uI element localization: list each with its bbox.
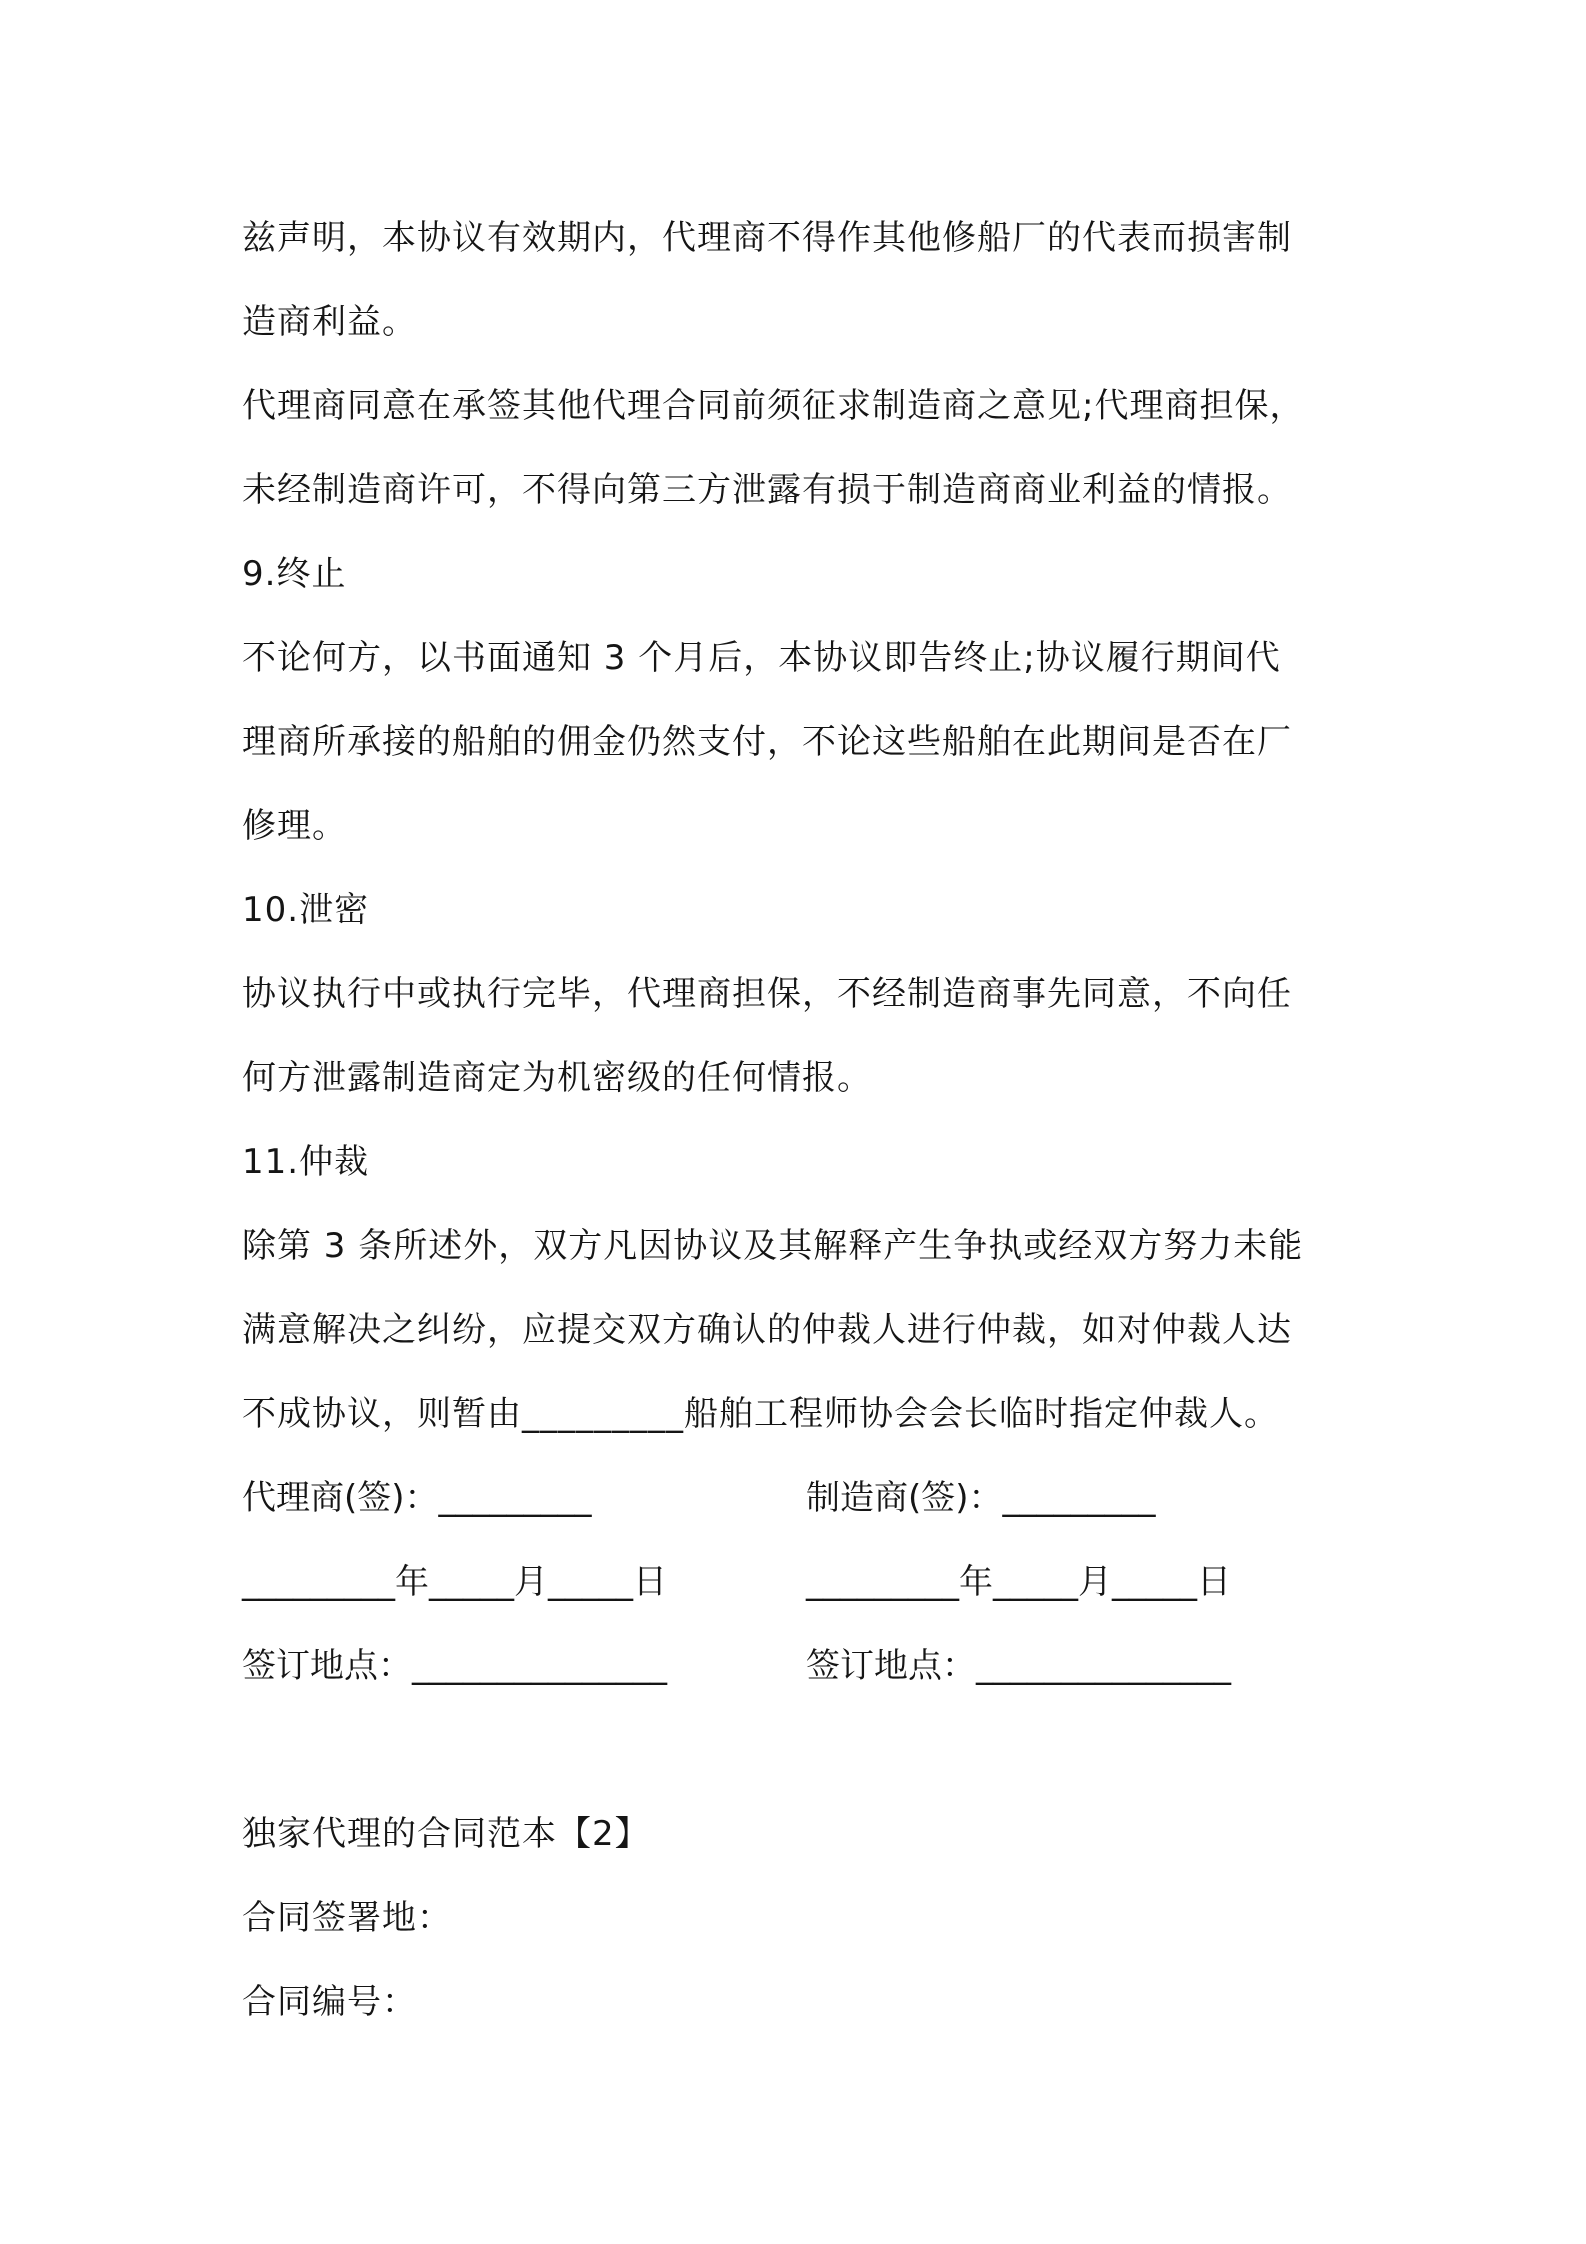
section-heading-termination: 9.终止 (242, 554, 347, 594)
paragraph-line: 理商所承接的船舶的佣金仍然支付，不论这些船舶在此期间是否在厂 (242, 722, 1292, 762)
paragraph-line: 何方泄露制造商定为机密级的任何情报。 (242, 1058, 872, 1098)
maker-signature: 制造商(签)：_________ (806, 1478, 1156, 1518)
paragraph-line: 造商利益。 (242, 302, 417, 342)
paragraph-line: 不成协议，则暂由_________船舶工程师协会会长临时指定仲裁人。 (242, 1394, 1279, 1434)
paragraph-line: 除第 3 条所述外，双方凡因协议及其解释产生争执或经双方努力未能 (242, 1226, 1304, 1266)
agent-signing-place: 签订地点：_______________ (242, 1646, 667, 1686)
paragraph-line: 修理。 (242, 806, 347, 846)
place-row (242, 1624, 1362, 1708)
paragraph-line: 未经制造商许可，不得向第三方泄露有损于制造商商业利益的情报。 (242, 470, 1292, 510)
paragraph-line: 兹声明，本协议有效期内，代理商不得作其他修船厂的代表而损害制 (242, 218, 1292, 258)
spacer (242, 1708, 1362, 1792)
section-heading-confidentiality: 10.泄密 (242, 890, 370, 930)
contract-title: 独家代理的合同范本【2】 (242, 1814, 650, 1854)
date-row (242, 1540, 1362, 1624)
agent-date: _________年_____月_____日 (242, 1562, 667, 1602)
contract-number-label: 合同编号： (242, 1982, 417, 2022)
paragraph-line: 代理商同意在承签其他代理合同前须征求制造商之意见;代理商担保， (242, 386, 1305, 426)
document-body (242, 196, 1362, 2044)
paragraph-line: 协议执行中或执行完毕，代理商担保，不经制造商事先同意，不向任 (242, 974, 1292, 1014)
paragraph-line: 不论何方，以书面通知 3 个月后，本协议即告终止;协议履行期间代 (242, 638, 1281, 678)
agent-signature: 代理商(签)：_________ (242, 1478, 592, 1518)
maker-signing-place: 签订地点：_______________ (806, 1646, 1231, 1686)
paragraph-line: 满意解决之纠纷，应提交双方确认的仲裁人进行仲裁，如对仲裁人达 (242, 1310, 1292, 1350)
section-heading-arbitration: 11.仲裁 (242, 1142, 370, 1182)
contract-place-label: 合同签署地： (242, 1898, 452, 1938)
signature-row (242, 1456, 1362, 1540)
maker-date: _________年_____月_____日 (806, 1562, 1231, 1602)
